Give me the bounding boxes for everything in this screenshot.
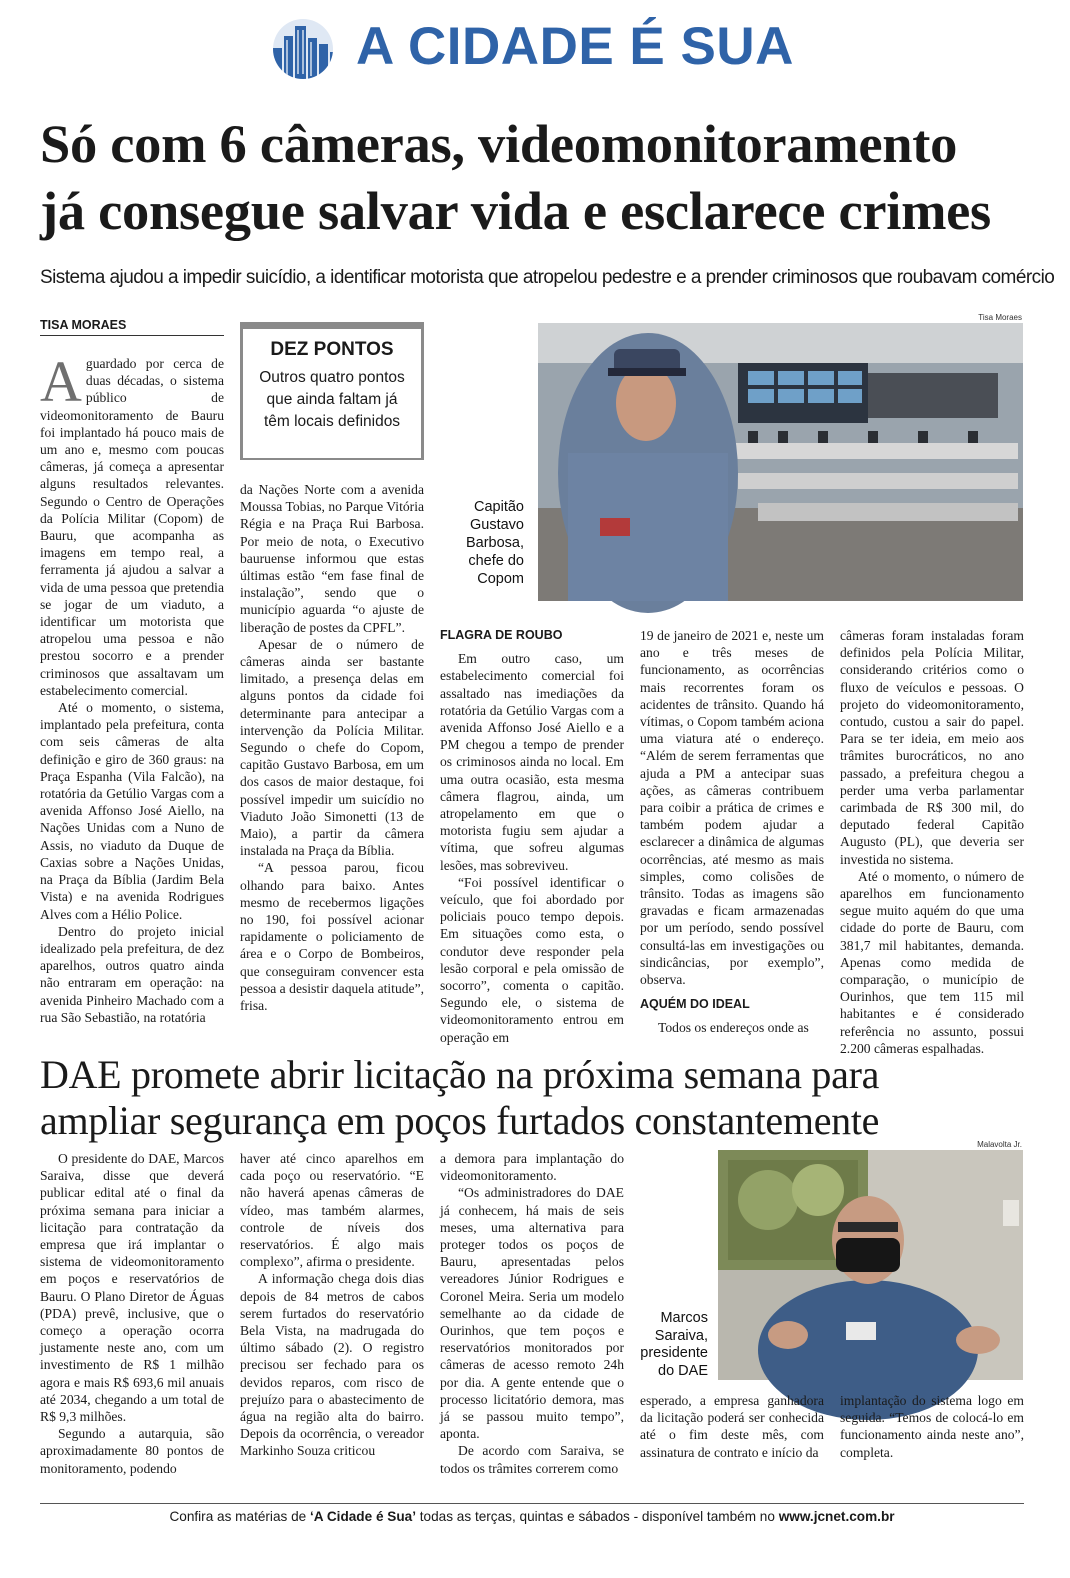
headline-2 [40, 1052, 1040, 1144]
story1-column-5: câmeras foram instaladas foram definidos pela Polícia Militar, considerando critérios como o fluxo de veículos e pessoas. O projeto do videomonitoramento, contudo, custou a sair do papel. Para se ter ideia, em meio aos trâmites burocráticos, no ano passado, a prefeitura chegou a perder uma verba parlamentar carimbada de R$ 300 mil, do deputado federal Capitão Augusto (PL), que deveria ser investida no sistema. Até o momento, o número de aparelhos em funcionamento segue muito aquém do que uma cidade do porte de Bauru, com 381,7 mil habitantes, demanda. Apenas como medida de comparação, o município de Ourinhos, que tem 115 mil habitantes e é considerado referência no assunto, possui 2.200 câmeras espalhadas. [840, 628, 1024, 1056]
masthead [262, 10, 802, 84]
sidebar-text: Outros quatro pontos que ainda faltam já têm locais definidos [259, 369, 405, 430]
headline-2-line-1: DAE promete abrir licitação na próxima semana para [40, 1052, 880, 1097]
byline: TISA MORAES [40, 318, 127, 332]
photo-caption-2: Marcos Saraiva, presidente do DAE [640, 1310, 708, 1379]
story1-column-3: FLAGRA DE ROUBO Em outro caso, um estabelecimento comercial foi assaltado nas imediações da rotatória da Getúlio Vargas com a avenida Affonso José Aiello e a PM chegou a tempo de prender os criminosos ainda no local. Em uma outra ocasião, esta mesma câmera flagrou, ainda, um atropelamento em que o motorista fugiu sem ajudar a vítima, que sofreu algumas lesões, mas sobreviveu. “Foi possível identificar o veículo, que foi abordado por policiais pouco tempo depois. Em situações como esta, o condutor deve responder pela lesão corporal e pela omissão de socorro”, comenta o capitão. Segundo ele, o sistema de videomonitoramento entrou em operação em [440, 628, 624, 1045]
story2-column-5: implantação do sistema logo em seguida. “Temos de colocá-lo em funcionamento ainda neste ano”, completa. [840, 1393, 1024, 1460]
headline [40, 110, 1040, 244]
sidebar-box [240, 322, 424, 460]
copom-photo [538, 323, 1023, 601]
footer-brand: ‘A Cidade é Sua’ [309, 1509, 416, 1524]
dae-president-photo [718, 1150, 1023, 1380]
masthead-title: A CIDADE É SUA [356, 17, 794, 76]
headline-2-line-2: ampliar segurança em poços furtados constantemente [40, 1098, 880, 1143]
sidebar-title: DEZ PONTOS [270, 339, 394, 360]
headline-line-2: já consegue salvar vida e esclarece crimes [40, 180, 991, 241]
photo-credit-2: Malavolta Jr. [977, 1140, 1022, 1149]
story2-column-2: haver até cinco aparelhos em cada poço ou reservatório. “E não haverá apenas câmeras de vídeo, mas também alarmes, controle de níveis dos reservatórios. É algo mais complexo”, afirma o presidente. A informação chega dois dias depois de 84 metros de cabos serem furtados do reservatório Bela Vista, na madrugada do último sábado (2). O registro precisou ser fechado para os devidos reparos, com risco de prejuízo para o abastecimento de água na região alta do bairro. Depois da ocorrência, o vereador Markinho Souza criticou [240, 1151, 424, 1459]
footer-middle: todas as terças, quintas e sábados - disponível também no [416, 1509, 779, 1524]
story2-column-1: O presidente do DAE, Marcos Saraiva, disse que deverá publicar edital até o final da próxima semana para iniciar a licitação para contratação da empresa que irá implantar o sistema de videomonitoramento em poços e reservatórios de Bauru. O Plano Diretor de Águas (PDA) prevê, inclusive, que o começo a operação ocorra justamente neste ano, com um investimento de R$ 1 milhão agora e mais R$ 693,6 mil anuais até 2034, chegando a um total de R$ 9,3 milhões. Segundo a autarquia, são aproximadamente 80 pontos de monitoramento, podendo [40, 1151, 224, 1476]
photo-credit: Tisa Moraes [978, 313, 1022, 322]
footer-prefix: Confira as matérias de [169, 1509, 310, 1524]
footer-rule [40, 1503, 1024, 1504]
story2-column-4: esperado, a empresa ganhadora da licitação poderá ser conhecida até o fim deste mês, com assinatura de contrato e início da [640, 1393, 824, 1460]
subheadline: Sistema ajudou a impedir suicídio, a identificar motorista que atropelou pedestre e a prender criminosos que roubavam comércio [40, 267, 1055, 288]
dropcap: A [40, 349, 82, 414]
story1-column-4: 19 de janeiro de 2021 e, neste um ano e três meses de funcionamento, as ocorrências mais recorrentes foram os acidentes de trânsito. Quando há vítimas, o Copom também aciona uma viatura até o endereço. “Além de serem ferramentas que ajuda a PM a antecipar suas ações, as câmeras contribuem para coibir a prática de crimes e também podem ajudar a esclarecer a dinâmica de algumas ocorrências, até mesmo as mais simples, como colisões de trânsito. Todas as imagens são gravadas e ficam armazenadas por um período, sendo possível consultá-las em investigações ou sindicâncias, por exemplo”, observa. AQUÉM DO IDEAL Todos os endereços onde as [640, 628, 824, 1036]
city-buildings-icon [266, 18, 344, 80]
footer [40, 1507, 1024, 1527]
story1-column-2: da Nações Norte com a avenida Moussa Tobias, no Parque Vitória Régia e na Praça Rui Barbosa. Por meio de nota, o Executivo bauruense informou que estas últimas estão “em fase final de instalação”, sendo que o município aguarda “o ajuste de liberação de postes da CPFL”. Apesar de o número de câmeras ainda ser bastante limitado, a presença delas em alguns pontos da cidade foi determinante para antecipar a intervenção da Polícia Militar. Segundo o chefe do Copom, capitão Gustavo Barbosa, em um dos casos de maior destaque, foi possível impedir um suicídio no Viaduto João Simonetti (13 de Maio), a partir da câmera instalada na Praça da Bíblia. “A pessoa parou, ficou olhando para baixo. Antes mesmo de recebermos ligações no 190, foi possível acionar rapidamente o policiamento de área e o Corpo de Bombeiros, que conseguiram convencer esta pessoa a desistir daquela atitude”, frisa. [240, 482, 424, 1014]
story2-column-3: a demora para implantação do videomonitoramento. “Os administradores do DAE já conhecem, há mais de seis meses, uma alternativa para proteger todos os poços de Bauru, apresentadas pelos vereadores Júnior Rodrigues e Coronel Meira. Seria um modelo semelhante ao da cidade de Ourinhos, que tem poços e reservatórios monitorados por câmeras de acesso remoto 24h por dia. A gente entende que o processo licitatório demora, mas já se passou muito tempo”, aponta. De acordo com Saraiva, se todos os trâmites correrem como [440, 1151, 624, 1476]
headline-line-1: Só com 6 câmeras, videomonitoramento [40, 113, 958, 174]
photo-caption: Capitão Gustavo Barbosa, chefe do Copom [465, 499, 524, 587]
subhead-flagra: FLAGRA DE ROUBO [440, 628, 563, 642]
byline-rule [40, 335, 224, 336]
footer-site-link[interactable]: www.jcnet.com.br [778, 1509, 895, 1524]
story1-column-1: A guardado por cerca de duas décadas, o sistema público de videomonitoramento de Bauru foi implantado há pouco mais de um ano e, mesmo com poucas câmeras, já começa a apresentar alguns resultados relevantes. Segundo o Centro de Operações da Polícia Militar (Copom) de Bauru, que acompanha as imagens em tempo real, a ferramenta já ajudou a salvar a vida de uma pessoa que pretendia se jogar de um viaduto, a identificar um motorista que atropelou uma pessoa e não prestou socorro e a prender criminosos que assaltavam um estabelecimento comercial. Até o momento, o sistema, implantado pela prefeitura, conta com seis câmeras de alta definição e giro de 360 graus: na Praça Espanha (Vila Falcão), na rotatória da Getúlio Vargas com a avenida Affonso José Aiello, na Nações Unidas com a Nuno de Assis, no viaduto da Duque de Caxias sobre a Nações Unidas, na Praça da Bíblia (Jardim Bela Vista) e na avenida Rodrigues Alves com a Hélio Police. Dentro do projeto inicial idealizado pela prefeitura, de dez aparelhos, outros quatro ainda não entraram em operação: na avenida Pinheiro Machado com a rua São Sebastião, na rotatória [40, 349, 224, 1025]
subhead-aquem: AQUÉM DO IDEAL [640, 997, 750, 1012]
